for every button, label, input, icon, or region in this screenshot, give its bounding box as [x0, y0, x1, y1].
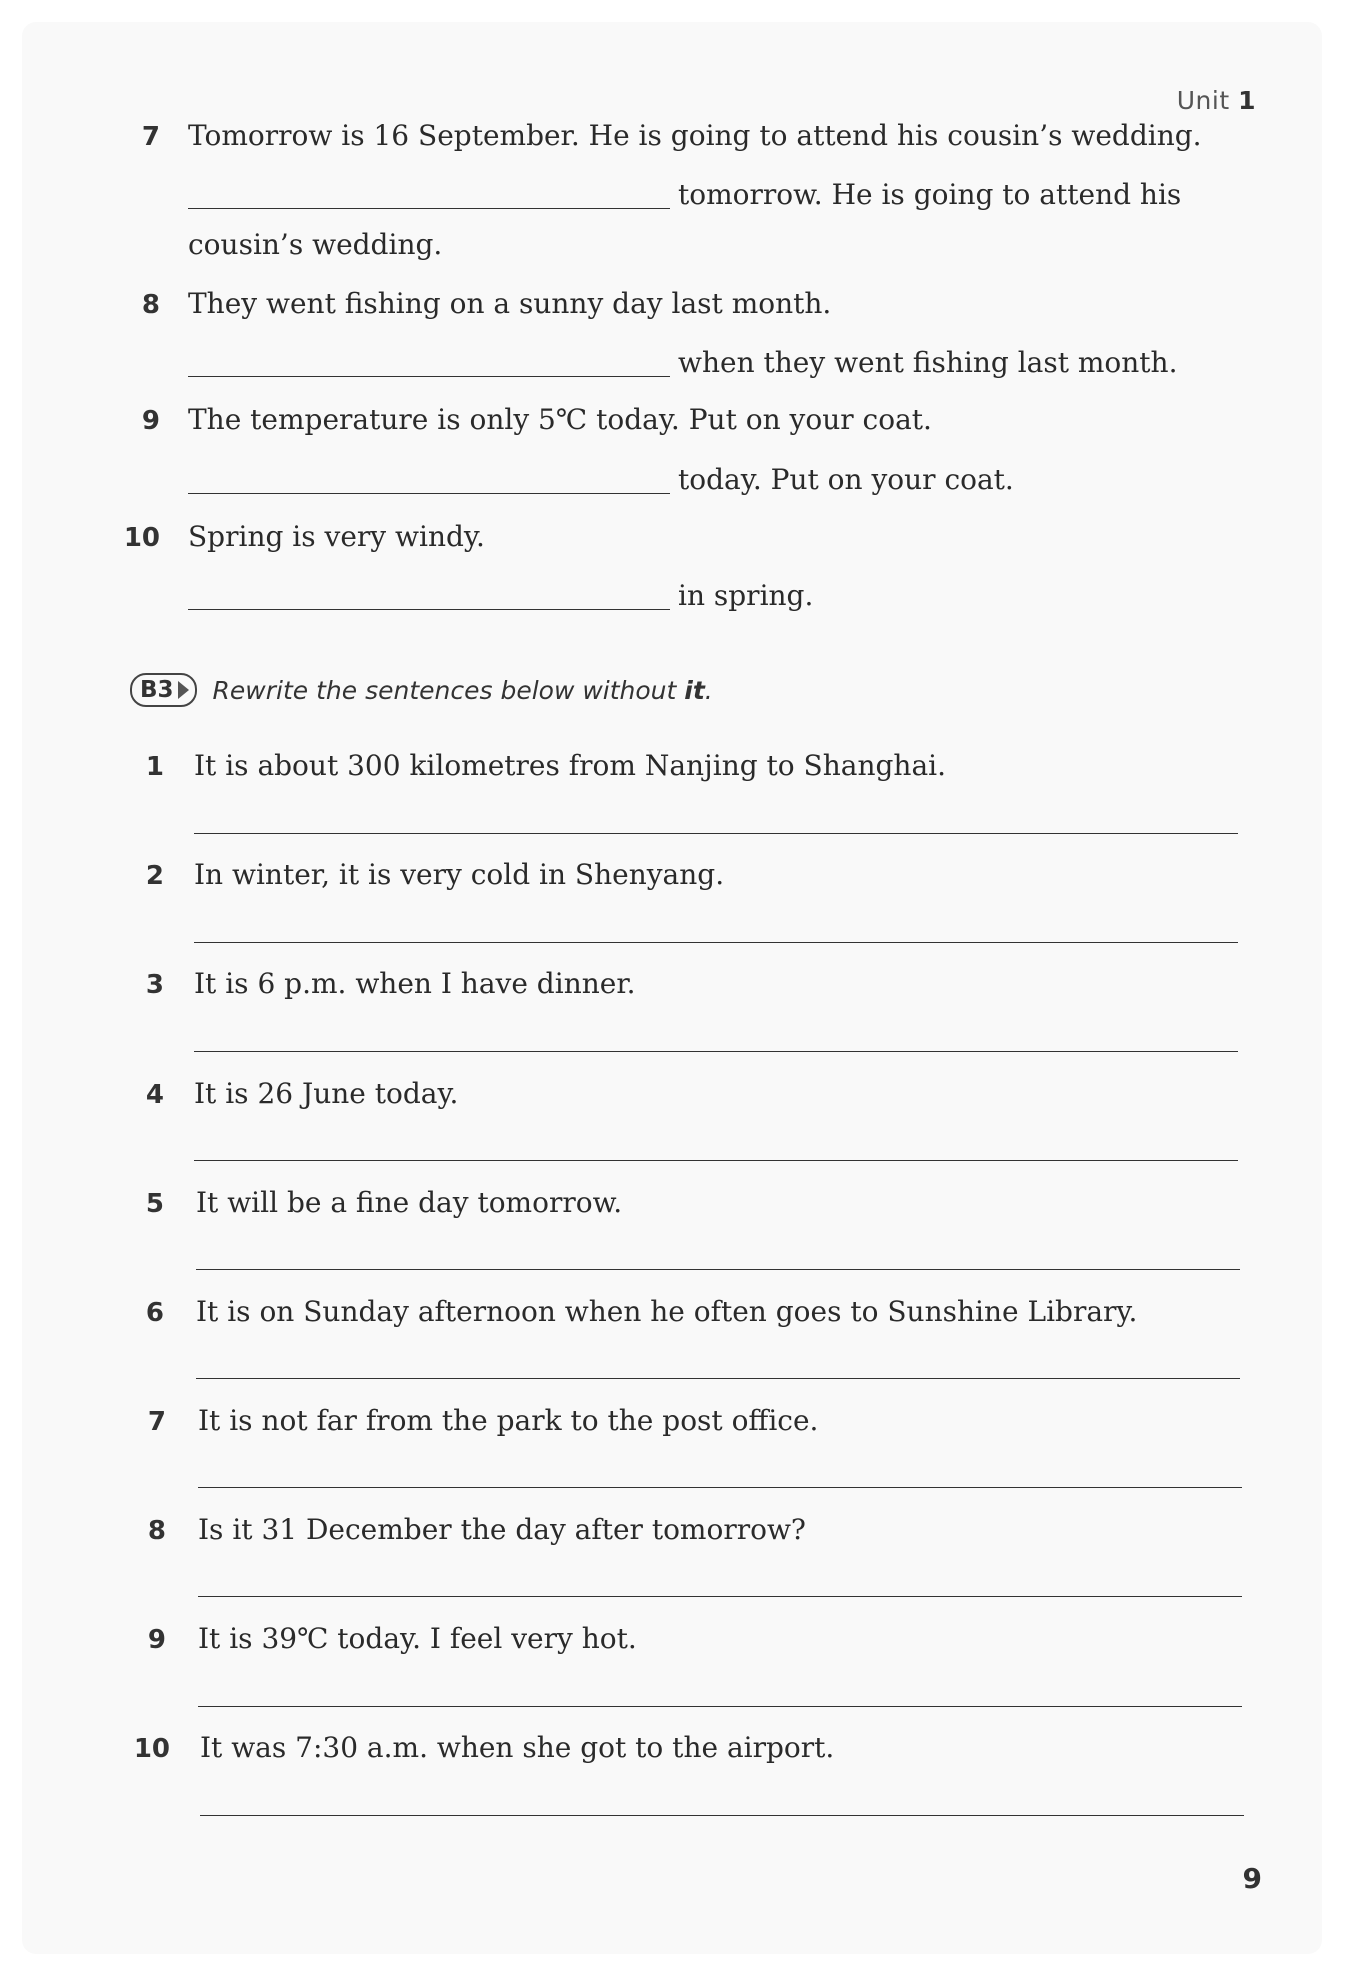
answer-line[interactable] — [198, 1487, 1242, 1488]
question-sentence: It is not far from the park to the post office. — [198, 1404, 819, 1437]
answer-line[interactable] — [198, 1596, 1242, 1597]
question-number: 2 — [145, 861, 164, 891]
question-sentence: It was 7:30 a.m. when she got to the airport. — [200, 1731, 835, 1764]
question-sentence: In winter, it is very cold in Shenyang. — [194, 858, 725, 891]
question-number: 6 — [145, 1298, 164, 1328]
question-number: 3 — [145, 970, 164, 1000]
question-sentence: Is it 31 December the day after tomorrow? — [198, 1513, 806, 1546]
question-number: 8 — [147, 1516, 166, 1546]
section-instruction — [213, 676, 713, 705]
completion-text: in spring. — [678, 579, 814, 612]
answer-line[interactable] — [198, 1706, 1242, 1707]
completion-text: when they went fishing last month. — [678, 346, 1178, 379]
question-number: 8 — [141, 290, 160, 320]
question-sentence: Spring is very windy. — [188, 520, 485, 553]
question-number: 7 — [147, 1407, 166, 1437]
question-sentence: It is 6 p.m. when I have dinner. — [194, 967, 636, 1000]
section-b3-header — [130, 673, 713, 707]
completion-text-continued: cousin’s wedding. — [188, 228, 443, 261]
answer-blank[interactable] — [188, 208, 670, 209]
unit-word: Unit — [1176, 86, 1230, 115]
instruction-keyword: it — [684, 675, 705, 705]
page-number: 9 — [1242, 1862, 1262, 1895]
section-badge — [130, 673, 197, 707]
question-number: 9 — [141, 406, 160, 436]
question-number: 10 — [123, 523, 160, 553]
question-number: 5 — [145, 1189, 164, 1219]
question-sentence: It is 26 June today. — [194, 1077, 459, 1110]
question-sentence: It is 39℃ today. I feel very hot. — [198, 1622, 637, 1655]
question-number: 10 — [133, 1734, 170, 1764]
answer-line[interactable] — [194, 1051, 1238, 1052]
question-sentence: It is on Sunday afternoon when he often goes to Sunshine Library. — [196, 1295, 1138, 1328]
answer-line[interactable] — [196, 1269, 1240, 1270]
completion-text: tomorrow. He is going to attend his — [678, 178, 1182, 211]
instruction-text: Rewrite the sentences below without — [212, 675, 685, 705]
instruction-end: . — [704, 675, 713, 705]
unit-number: 1 — [1238, 86, 1256, 115]
question-number: 4 — [145, 1080, 164, 1110]
answer-line[interactable] — [200, 1815, 1244, 1816]
answer-blank[interactable] — [188, 493, 670, 494]
completion-text: today. Put on your coat. — [678, 463, 1014, 496]
question-sentence: They went fishing on a sunny day last month. — [188, 287, 832, 320]
question-sentence: It will be a fine day tomorrow. — [196, 1186, 623, 1219]
answer-blank[interactable] — [188, 376, 670, 377]
question-sentence: It is about 300 kilometres from Nanjing to Shanghai. — [194, 749, 947, 782]
question-sentence: Tomorrow is 16 September. He is going to attend his cousin’s wedding. — [188, 119, 1202, 152]
answer-blank[interactable] — [188, 609, 670, 610]
question-sentence: The temperature is only 5℃ today. Put on your coat. — [188, 403, 932, 436]
section-badge-label: B3 — [140, 677, 174, 703]
unit-label — [1177, 86, 1256, 115]
answer-line[interactable] — [194, 942, 1238, 943]
answer-line[interactable] — [196, 1378, 1240, 1379]
play-arrow-icon — [178, 681, 189, 699]
answer-line[interactable] — [194, 833, 1238, 834]
question-number: 7 — [141, 122, 160, 152]
answer-line[interactable] — [194, 1160, 1238, 1161]
question-number: 1 — [145, 752, 164, 782]
question-number: 9 — [147, 1625, 166, 1655]
